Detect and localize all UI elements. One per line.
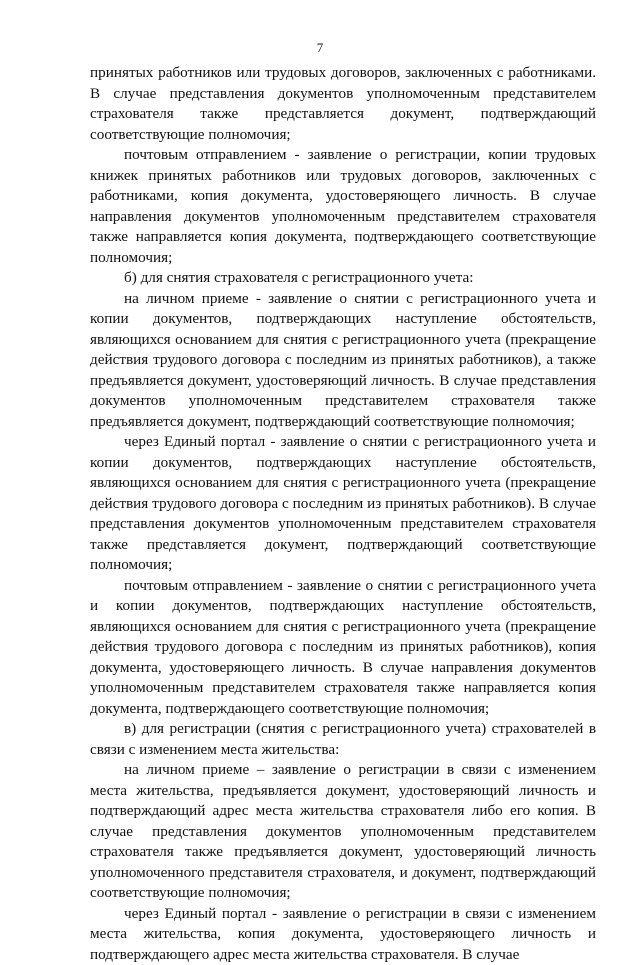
document-body (90, 63, 596, 965)
paragraph: через Единый портал - заявление о снятии с регистрационного учета и копии документов, подтверждающих наступление обстоятельств, являющихся основанием для снятия с регистрационного учета (прекращение действия трудового договора с последним из принятых работников). В случае представления документов уполномоченным представителем страхователя также представляется документ, подтверждающий соответствующие полномочия; (90, 432, 596, 576)
paragraph: на личном приеме - заявление о снятии с регистрационного учета и копии документов, подтверждающих наступление обстоятельств, являющихся основанием для снятия с регистрационного учета (прекращение действия трудового договора с последним из принятых работников), а также предъявляется документ, удостоверяющий личность. В случае представления документов уполномоченным представителем страхователя также предъявляется документ, подтверждающий соответствующие полномочия; (90, 289, 596, 433)
page-number: 7 (0, 40, 640, 56)
paragraph: б) для снятия страхователя с регистрационного учета: (90, 268, 596, 289)
paragraph: на личном приеме – заявление о регистрации в связи с изменением места жительства, предъявляется документ, удостоверяющий личность и подтверждающий адрес места жительства страхователя либо его копия. В случае представления документов уполномоченным представителем страхователя также предъявляется документ, удостоверяющий личность уполномоченного представителя страхователя, и документ, подтверждающий соответствующие полномочия; (90, 760, 596, 904)
paragraph: в) для регистрации (снятия с регистрационного учета) страхователей в связи с изменением места жительства: (90, 719, 596, 760)
paragraph: через Единый портал - заявление о регистрации в связи с изменением места жительства, копия документа, удостоверяющего личность и подтверждающего адрес места жительства страхователя. В случае (90, 904, 596, 965)
paragraph: принятых работников или трудовых договоров, заключенных с работниками. В случае представления документов уполномоченным представителем страхователя также представляется документ, подтверждающий соответствующие полномочия; (90, 63, 596, 145)
paragraph: почтовым отправлением - заявление о снятии с регистрационного учета и копии документов, подтверждающих наступление обстоятельств, являющихся основанием для снятия с регистрационного учета (прекращение действия трудового договора с последним из принятых работников), копия документа, удостоверяющего личность. В случае направления документов уполномоченным представителем страхователя также направляется копия документа, подтверждающего соответствующие полномочия; (90, 576, 596, 720)
paragraph: почтовым отправлением - заявление о регистрации, копии трудовых книжек принятых работников или трудовых договоров, заключенных с работниками, копия документа, удостоверяющего личность. В случае направления документов уполномоченным представителем страхователя также направляется копия документа, подтверждающего соответствующие полномочия; (90, 145, 596, 268)
